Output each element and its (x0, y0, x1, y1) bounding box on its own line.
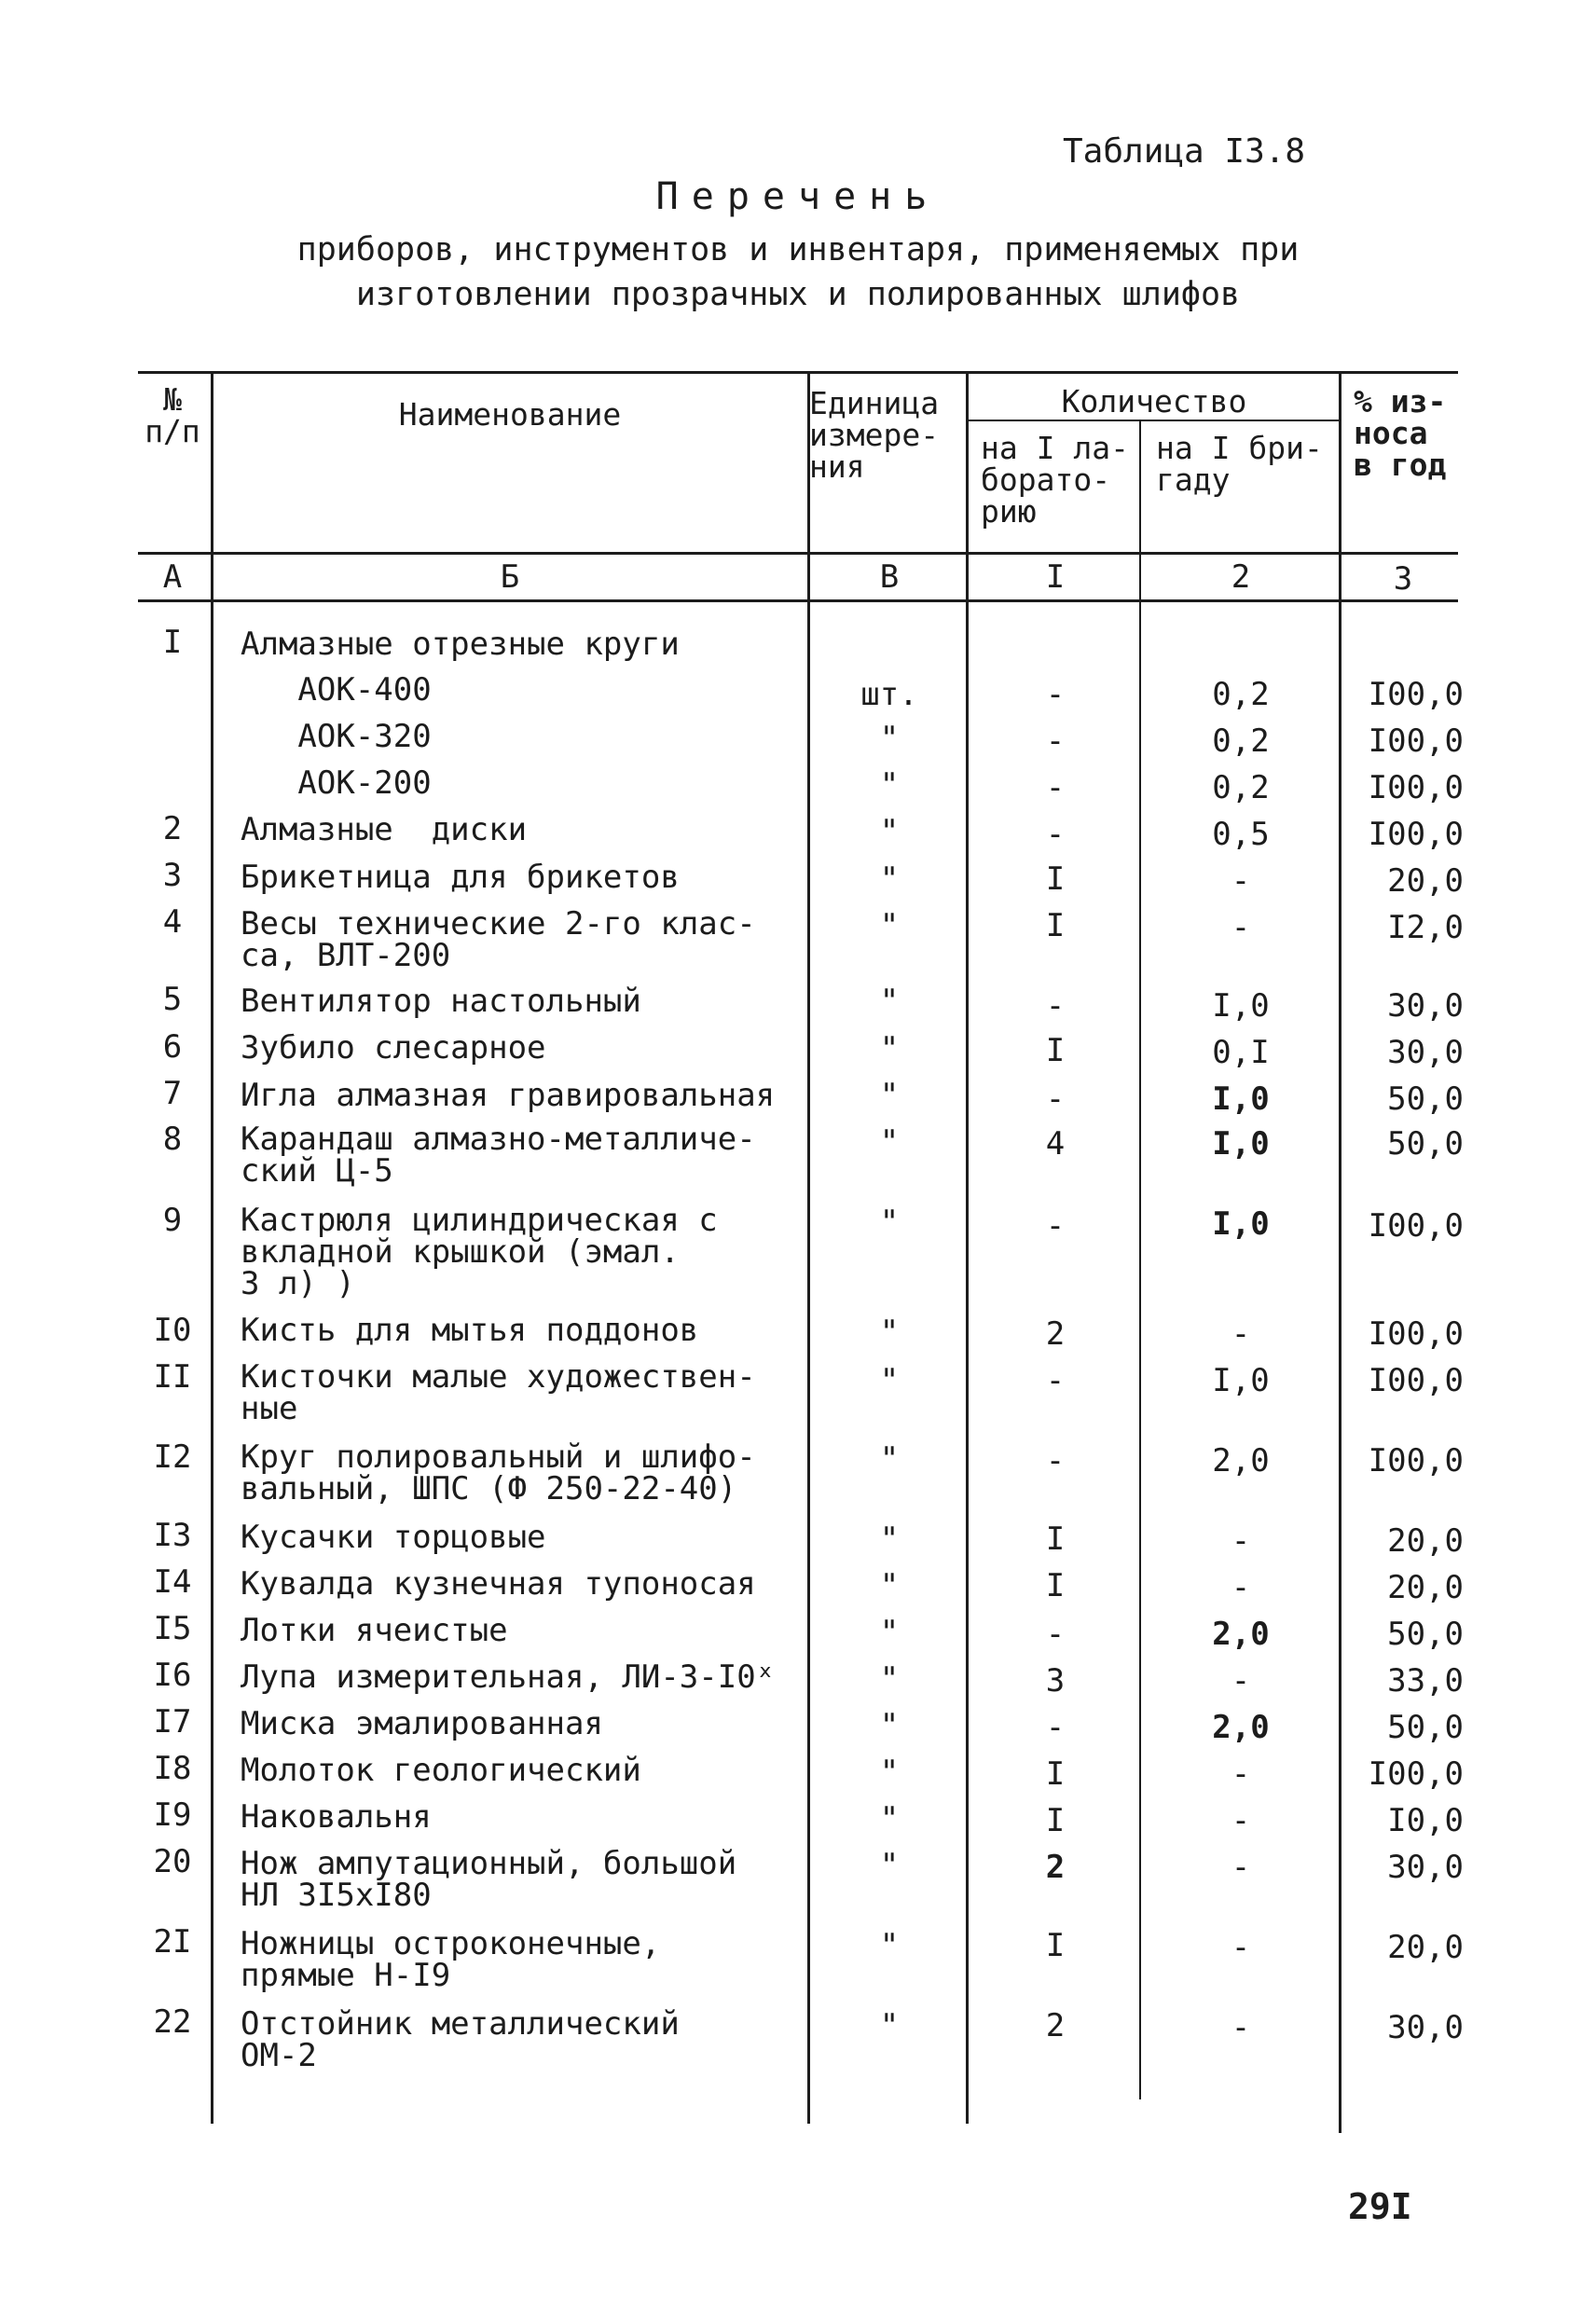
col-divider-quantity (1139, 421, 1141, 2099)
row-wear: 50,0 (1387, 1080, 1464, 1118)
row-name: Кисть для мытья поддонов (241, 1312, 699, 1349)
row-unit: " (879, 1440, 900, 1478)
code-num: А (162, 558, 183, 596)
row-num: 8 (162, 1121, 183, 1158)
row-num: I9 (153, 1796, 192, 1834)
row-per-lab: I (1045, 860, 1066, 898)
row-wear: I2,0 (1387, 909, 1464, 946)
row-name: Игла алмазная гравировальная (241, 1077, 776, 1114)
row-per-lab: 2 (1045, 2007, 1066, 2044)
row-unit: " (879, 1521, 900, 1558)
row-num: I6 (153, 1657, 192, 1694)
row-name: Алмазные отрезные круги (241, 626, 680, 663)
row-wear: I00,0 (1368, 1362, 1464, 1399)
row-wear: I00,0 (1368, 722, 1464, 760)
row-name: АОК-200 (241, 764, 432, 802)
row-unit: " (879, 1077, 900, 1114)
row-per-lab: - (1045, 1207, 1066, 1245)
row-name: АОК-320 (241, 718, 432, 755)
table-label: Таблица I3.8 (1063, 132, 1306, 171)
row-name: Ножницы остроконечные, прямые Н-I9 (241, 1925, 661, 1994)
row-name: АОК-400 (241, 671, 432, 709)
row-per-brigade: - (1231, 862, 1251, 900)
row-per-brigade: - (1231, 909, 1251, 946)
row-wear: I00,0 (1368, 1207, 1464, 1245)
table-top-rule (138, 371, 1458, 374)
row-per-lab: - (1045, 722, 1066, 760)
document-subtitle-line-2: изготовлении прозрачных и полированных шлифов (355, 276, 1241, 313)
header-bottom-rule (138, 552, 1458, 555)
row-wear: 30,0 (1387, 1034, 1464, 1071)
header-unit: Единица измере- ния (809, 385, 940, 485)
row-unit: " (879, 1847, 900, 1884)
document-title: Перечень (655, 175, 941, 218)
row-unit: " (879, 1614, 900, 1651)
row-name: Миска эмалированная (241, 1705, 603, 1742)
row-num: 9 (162, 1202, 183, 1239)
row-unit: " (879, 1927, 900, 1964)
row-per-brigade: - (1231, 1315, 1251, 1353)
row-name: Брикетница для брикетов (241, 859, 680, 896)
row-num: 7 (162, 1075, 183, 1112)
row-per-lab: I (1045, 1802, 1066, 1839)
row-per-brigade: I,0 (1212, 987, 1270, 1025)
row-name: Кусачки торцовые (241, 1519, 546, 1556)
row-unit: " (879, 813, 900, 850)
row-name: Кисточки малые художествен- ные (241, 1358, 756, 1427)
header-num: № п/п (144, 381, 200, 449)
row-per-brigade: I,0 (1212, 1362, 1270, 1399)
row-unit: " (879, 1362, 900, 1399)
row-per-brigade: I,0 (1212, 1125, 1270, 1163)
row-unit: " (879, 907, 900, 944)
row-per-lab: 2 (1045, 1849, 1066, 1886)
code-per-brigade: 2 (1231, 558, 1251, 596)
row-wear: I00,0 (1368, 1755, 1464, 1793)
row-per-lab: 4 (1045, 1125, 1066, 1163)
row-unit: " (879, 1800, 900, 1837)
row-name: Лотки ячеистые (241, 1612, 508, 1649)
row-num: I3 (153, 1517, 192, 1554)
row-wear: 33,0 (1387, 1662, 1464, 1700)
row-per-brigade: 2,0 (1212, 1709, 1270, 1746)
row-per-lab: I (1045, 1567, 1066, 1604)
row-per-lab: I (1045, 1032, 1066, 1069)
row-per-brigade: - (1231, 1662, 1251, 1700)
header-quantity: Количество (1061, 383, 1247, 420)
row-wear: 20,0 (1387, 1522, 1464, 1560)
row-per-brigade: - (1231, 1755, 1251, 1793)
row-wear: 30,0 (1387, 1849, 1464, 1886)
row-num: 2I (153, 1923, 192, 1961)
code-unit: В (879, 558, 900, 596)
row-unit: " (879, 720, 900, 757)
row-unit: " (879, 1567, 900, 1604)
row-num: I (162, 624, 183, 661)
row-per-lab: - (1045, 1616, 1066, 1653)
row-num: 6 (162, 1028, 183, 1066)
row-num: 3 (162, 857, 183, 894)
row-wear: 20,0 (1387, 1569, 1464, 1606)
row-per-lab: - (1045, 769, 1066, 806)
row-unit: " (879, 1204, 900, 1241)
row-num: I8 (153, 1750, 192, 1787)
row-unit: " (879, 1314, 900, 1351)
document-subtitle-line-1: приборов, инструментов и инвентаря, применяемых при (296, 231, 1300, 268)
code-wear: 3 (1393, 560, 1413, 598)
row-num: I4 (153, 1563, 192, 1601)
row-per-brigade: - (1231, 1802, 1251, 1839)
row-name: Нож ампутационный, большой НЛ 3I5xI80 (241, 1845, 737, 1914)
row-wear: I00,0 (1368, 1442, 1464, 1479)
row-num: I2 (153, 1438, 192, 1476)
col-divider-wear (1339, 371, 1341, 2133)
row-name: Карандаш алмазно-металличе- ский Ц-5 (241, 1121, 756, 1190)
row-num: 20 (153, 1843, 192, 1880)
row-per-brigade: I,0 (1212, 1080, 1270, 1118)
row-unit: " (879, 1123, 900, 1161)
row-num: I5 (153, 1610, 192, 1647)
row-wear: 30,0 (1387, 987, 1464, 1025)
row-num: II (153, 1358, 192, 1396)
header-per-brigade: на I бри- гаду (1156, 430, 1323, 498)
row-per-lab: I (1045, 1521, 1066, 1558)
row-per-lab: 3 (1045, 1662, 1066, 1700)
row-wear: I0,0 (1387, 1802, 1464, 1839)
row-unit: " (879, 860, 900, 898)
row-name: Молоток геологический (241, 1752, 641, 1789)
row-per-lab: - (1045, 987, 1066, 1025)
row-unit: " (879, 2007, 900, 2044)
quantity-header-rule (968, 420, 1341, 421)
row-per-brigade: 2,0 (1212, 1616, 1270, 1653)
row-num: 22 (153, 2003, 192, 2041)
code-per-lab: I (1045, 558, 1066, 596)
row-wear: I00,0 (1368, 1315, 1464, 1353)
row-unit: " (879, 1660, 900, 1698)
row-num: I0 (153, 1312, 192, 1349)
row-per-brigade: - (1231, 1569, 1251, 1606)
row-per-brigade: - (1231, 1522, 1251, 1560)
row-wear: 50,0 (1387, 1709, 1464, 1746)
row-num: I7 (153, 1703, 192, 1741)
row-unit: шт. (860, 676, 918, 713)
codes-bottom-rule (138, 599, 1458, 602)
row-per-brigade: 2,0 (1212, 1442, 1270, 1479)
row-num: 4 (162, 903, 183, 941)
row-wear: I00,0 (1368, 769, 1464, 806)
page-number: 29I (1348, 2186, 1412, 2227)
row-per-brigade: I,0 (1212, 1205, 1270, 1243)
row-wear: 20,0 (1387, 862, 1464, 900)
row-per-brigade: - (1231, 1929, 1251, 1966)
row-name: Наковальня (241, 1798, 432, 1836)
row-wear: 20,0 (1387, 1929, 1464, 1966)
row-num: 5 (162, 981, 183, 1018)
row-per-brigade: - (1231, 1849, 1251, 1886)
row-name: Вентилятор настольный (241, 983, 641, 1020)
row-name: Круг полировальный и шлифо- вальный, ШПС (Ф 250-22-40) (241, 1438, 756, 1507)
row-unit: " (879, 766, 900, 804)
row-per-brigade: 0,2 (1212, 769, 1270, 806)
row-name: Лупа измерительная, ЛИ-3-I0ˣ (241, 1658, 776, 1696)
row-unit: " (879, 983, 900, 1020)
row-per-lab: - (1045, 1709, 1066, 1746)
row-per-brigade: 0,2 (1212, 722, 1270, 760)
row-unit: " (879, 1030, 900, 1067)
row-wear: I00,0 (1368, 676, 1464, 713)
header-wear: % из- носа в год (1354, 383, 1447, 483)
row-per-brigade: 0,I (1212, 1034, 1270, 1071)
row-name: Алмазные диски (241, 811, 528, 848)
col-divider-num (211, 371, 213, 2124)
row-per-brigade: 0,5 (1212, 816, 1270, 853)
code-name: Б (500, 558, 520, 596)
row-wear: I00,0 (1368, 816, 1464, 853)
row-name: Зубило слесарное (241, 1029, 546, 1067)
row-name: Весы технические 2-го клас- са, ВЛТ-200 (241, 905, 756, 974)
row-per-lab: 2 (1045, 1315, 1066, 1353)
row-per-brigade: 0,2 (1212, 676, 1270, 713)
row-per-lab: - (1045, 816, 1066, 853)
row-per-lab: - (1045, 1362, 1066, 1399)
row-wear: 50,0 (1387, 1125, 1464, 1163)
row-name: Отстойник металлический ОМ-2 (241, 2005, 680, 2074)
row-unit: " (879, 1707, 900, 1744)
row-name: Кастрюля цилиндрическая с вкладной крышкой (эмал. 3 л) ) (241, 1202, 718, 1302)
row-per-lab: - (1045, 1080, 1066, 1118)
row-per-brigade: - (1231, 2009, 1251, 2046)
row-name: Кувалда кузнечная тупоносая (241, 1565, 756, 1603)
row-per-lab: I (1045, 907, 1066, 944)
header-per-lab: на I ла- борато- рию (981, 430, 1129, 530)
row-per-lab: I (1045, 1927, 1066, 1964)
row-wear: 50,0 (1387, 1616, 1464, 1653)
row-per-lab: - (1045, 1442, 1066, 1479)
row-per-lab: - (1045, 676, 1066, 713)
row-unit: " (879, 1754, 900, 1791)
row-num: 2 (162, 810, 183, 847)
row-per-lab: I (1045, 1755, 1066, 1793)
row-wear: 30,0 (1387, 2009, 1464, 2046)
header-name: Наименование (398, 396, 622, 433)
